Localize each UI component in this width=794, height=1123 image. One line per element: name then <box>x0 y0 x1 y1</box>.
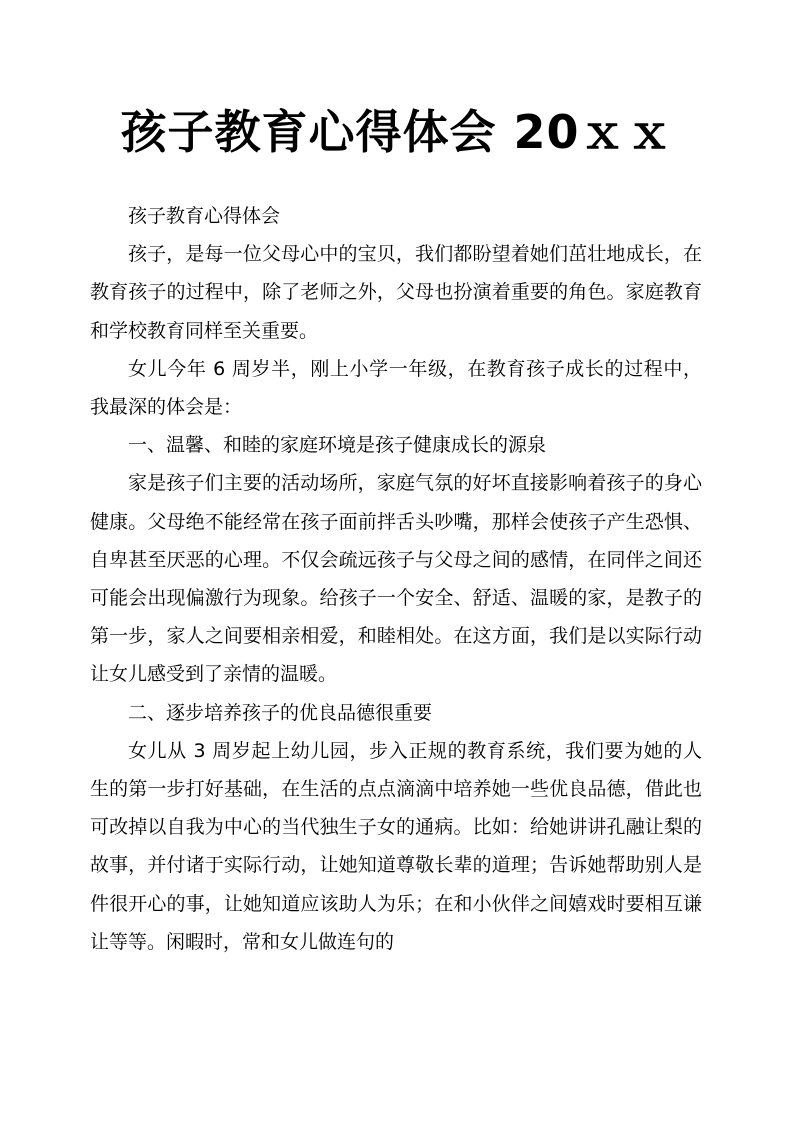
section-heading-2: 二、逐步培养孩子的优良品德很重要 <box>128 701 433 724</box>
document-title: 孩子教育心得体会 20ｘｘ <box>120 105 674 159</box>
subtitle-paragraph: 孩子教育心得体会 <box>128 205 281 227</box>
home-environment-paragraph: 家是孩子们主要的活动场所，家庭气氛的好坏直接影响着孩子的身心健康。父母绝不能经常在孩子面前拌舌头吵嘴，那样会使孩子产生恐惧、自卑甚至厌恶的心理。不仅会疏远孩子与父母之间的感情，在同伴之间还可能会出现偏激行为现象。给孩子一个安全、舒适、温暖的家，是教子的第一步，家人之间要相亲相爱，和睦相处。在这方面，我们是以实际行动让女儿感受到了亲情的温暖。 <box>90 472 702 686</box>
section-heading-1: 一、温馨、和睦的家庭环境是孩子健康成长的源泉 <box>128 434 547 457</box>
moral-education-paragraph: 女儿从 3 周岁起上幼儿园，步入正规的教育系统，我们要为她的人生的第一步打好基础，在生活的点点滴滴中培养她一些优良品德，借此也可改掉以自我为中心的当代独生子女的通病。比如：给她讲讲孔融让梨的故事，并付诸于实际行动，让她知道尊敬长辈的道理；告诉她帮助别人是件很开心的事，让她知道应该助人为乐；在和小伙伴之间嬉戏时要相互谦让等等。闲暇时，常和女儿做连句的 <box>90 739 702 953</box>
intro-paragraph: 孩子，是每一位父母心中的宝贝，我们都盼望着她们茁壮地成长，在教育孩子的过程中，除了老师之外，父母也扮演着重要的角色。家庭教育和学校教育同样至关重要。 <box>90 243 702 342</box>
document-body <box>90 197 702 961</box>
daughter-paragraph: 女儿今年 6 周岁半，刚上小学一年级，在教育孩子成长的过程中，我最深的体会是： <box>90 357 702 419</box>
